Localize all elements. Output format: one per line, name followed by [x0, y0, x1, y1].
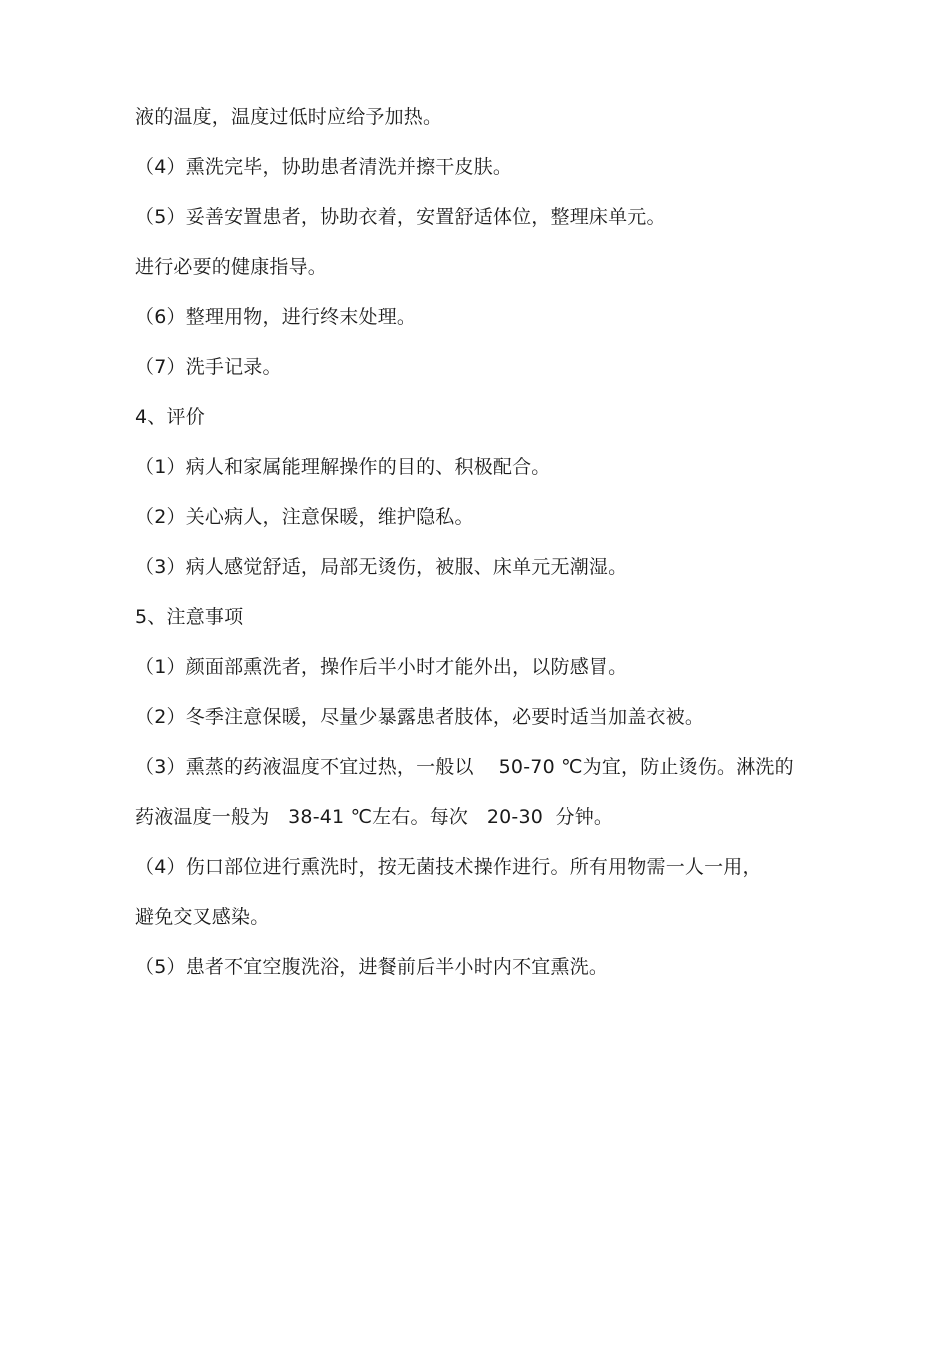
paragraph-line: （2）冬季注意保暖，尽量少暴露患者肢体，必要时适当加盖衣被。: [135, 706, 705, 728]
paragraph-line: （4）伤口部位进行熏洗时，按无菌技术操作进行。所有用物需一人一用，: [135, 856, 762, 878]
paragraph-line: （1）病人和家属能理解操作的目的、积极配合。: [135, 456, 551, 478]
paragraph-line: （1）颜面部熏洗者，操作后半小时才能外出，以防感冒。: [135, 656, 628, 678]
paragraph-line: （3）熏蒸的药液温度不宜过热，一般以 50-70 ℃为宜，防止烫伤。淋洗的: [135, 756, 794, 778]
paragraph-line: 液的温度，温度过低时应给予加热。: [135, 106, 443, 128]
paragraph-line: （3）病人感觉舒适，局部无烫伤，被服、床单元无潮湿。: [135, 556, 628, 578]
paragraph-line: （5）妥善安置患者，协助衣着，安置舒适体位，整理床单元。: [135, 206, 666, 228]
section-heading-evaluation: 4、评价: [135, 406, 205, 428]
paragraph-line: （5）患者不宜空腹洗浴，进餐前后半小时内不宜熏洗。: [135, 956, 609, 978]
paragraph-line: （7）洗手记录。: [135, 356, 282, 378]
paragraph-line: 药液温度一般为 38-41 ℃左右。每次 20-30 分钟。: [135, 806, 614, 828]
section-heading-precautions: 5、注意事项: [135, 606, 244, 628]
paragraph-line: 避免交叉感染。: [135, 906, 270, 928]
paragraph-line: （6）整理用物，进行终末处理。: [135, 306, 417, 328]
paragraph-line: 进行必要的健康指导。: [135, 256, 328, 278]
paragraph-line: （2）关心病人，注意保暖，维护隐私。: [135, 506, 474, 528]
paragraph-line: （4）熏洗完毕，协助患者清洗并擦干皮肤。: [135, 156, 513, 178]
